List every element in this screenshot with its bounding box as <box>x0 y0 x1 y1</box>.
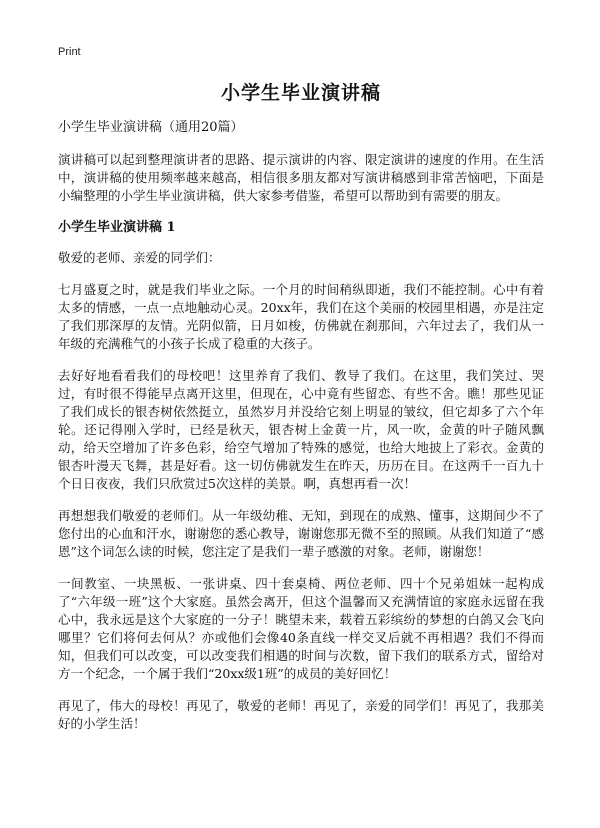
page-title: 小学生毕业演讲稿 <box>220 82 381 104</box>
body-paragraph: 去好好地看看我们的母校吧！这里养育了我们、教导了我们。在这里，我们笑过、哭过，有时很不得能早点离开这里，但现在，心中竟有些留恋、有些不舍。瞧！那些见证了我们成长的银杏树依然挺立，虽然岁月并没给它刻上明显的皱纹，但它却多了六个年轮。还记得刚入学时，已经是秋天，银杏树上金黄一片，风一吹，金黄的叶子随风飘动，给天空增加了许多色彩，给空气增加了特殊的感觉，也给大地披上了彩衣。金黄的银杏叶漫天飞舞，甚是好看。这一切仿佛就发生在昨天，历历在目。在这两千一百九十个日日夜夜，我们只欣赏过5次这样的美景。啊，真想再看一次！ <box>58 368 544 491</box>
document-body <box>58 78 544 747</box>
document-subtitle: 小学生毕业演讲稿（通用20篇） <box>58 120 244 135</box>
section-heading: 小学生毕业演讲稿 1 <box>58 220 176 235</box>
body-paragraph: 再见了，伟大的母校！再见了，敬爱的老师！再见了，亲爱的同学们！再见了，我那美好的小学生活！ <box>58 698 544 731</box>
greeting: 敬爱的老师、亲爱的同学们： <box>58 250 221 265</box>
print-link[interactable]: Print <box>58 46 81 58</box>
body-paragraph: 再想想我们敬爱的老师们。从一年级幼稚、无知，到现在的成熟、懂事，这期间少不了您付出的心血和汗水，谢谢您的悉心教导，谢谢您那无微不至的照顾。从我们知道了“感恩”这个词怎么读的时候，您注定了是我们一辈子感激的对象。老师，谢谢您！ <box>58 508 544 559</box>
intro-paragraph: 演讲稿可以起到整理演讲者的思路、提示演讲的内容、限定演讲的速度的作用。在生活中，演讲稿的使用频率越来越高，相信很多朋友都对写演讲稿感到非常苦恼吧，下面是小编整理的小学生毕业演讲稿，供大家参考借鉴，希望可以帮助到有需要的朋友。 <box>58 152 544 203</box>
body-paragraph: 一间教室、一块黑板、一张讲桌、四十套桌椅、两位老师、四十个兄弟姐妹一起构成了“六年级一班”这个大家庭。虽然会离开，但这个温馨而又充满情谊的家庭永远留在我心中，我永远是这个大家庭的一分子！眺望未来，载着五彩缤纷的梦想的白鸽又会飞向哪里？它们将何去何从？亦或他们会像40条直线一样交叉后就不再相遇？我们不得而知，但我们可以改变，可以改变我们相遇的时间与次数，留下我们的联系方式，留给对方一个纪念，一个属于我们“20xx级1班”的成员的美好回忆！ <box>58 576 544 681</box>
body-paragraph: 七月盛夏之时，就是我们毕业之际。一个月的时间稍纵即逝，我们不能控制。心中有着太多的情感，一点一点地触动心灵。20xx年，我们在这个美丽的校园里相遇，亦是注定了我们那深厚的友情。光阴似箭，日月如梭，仿佛就在刹那间，六年过去了，我们从一年级的充满稚气的小孩子长成了稳重的大孩子。 <box>58 282 544 351</box>
